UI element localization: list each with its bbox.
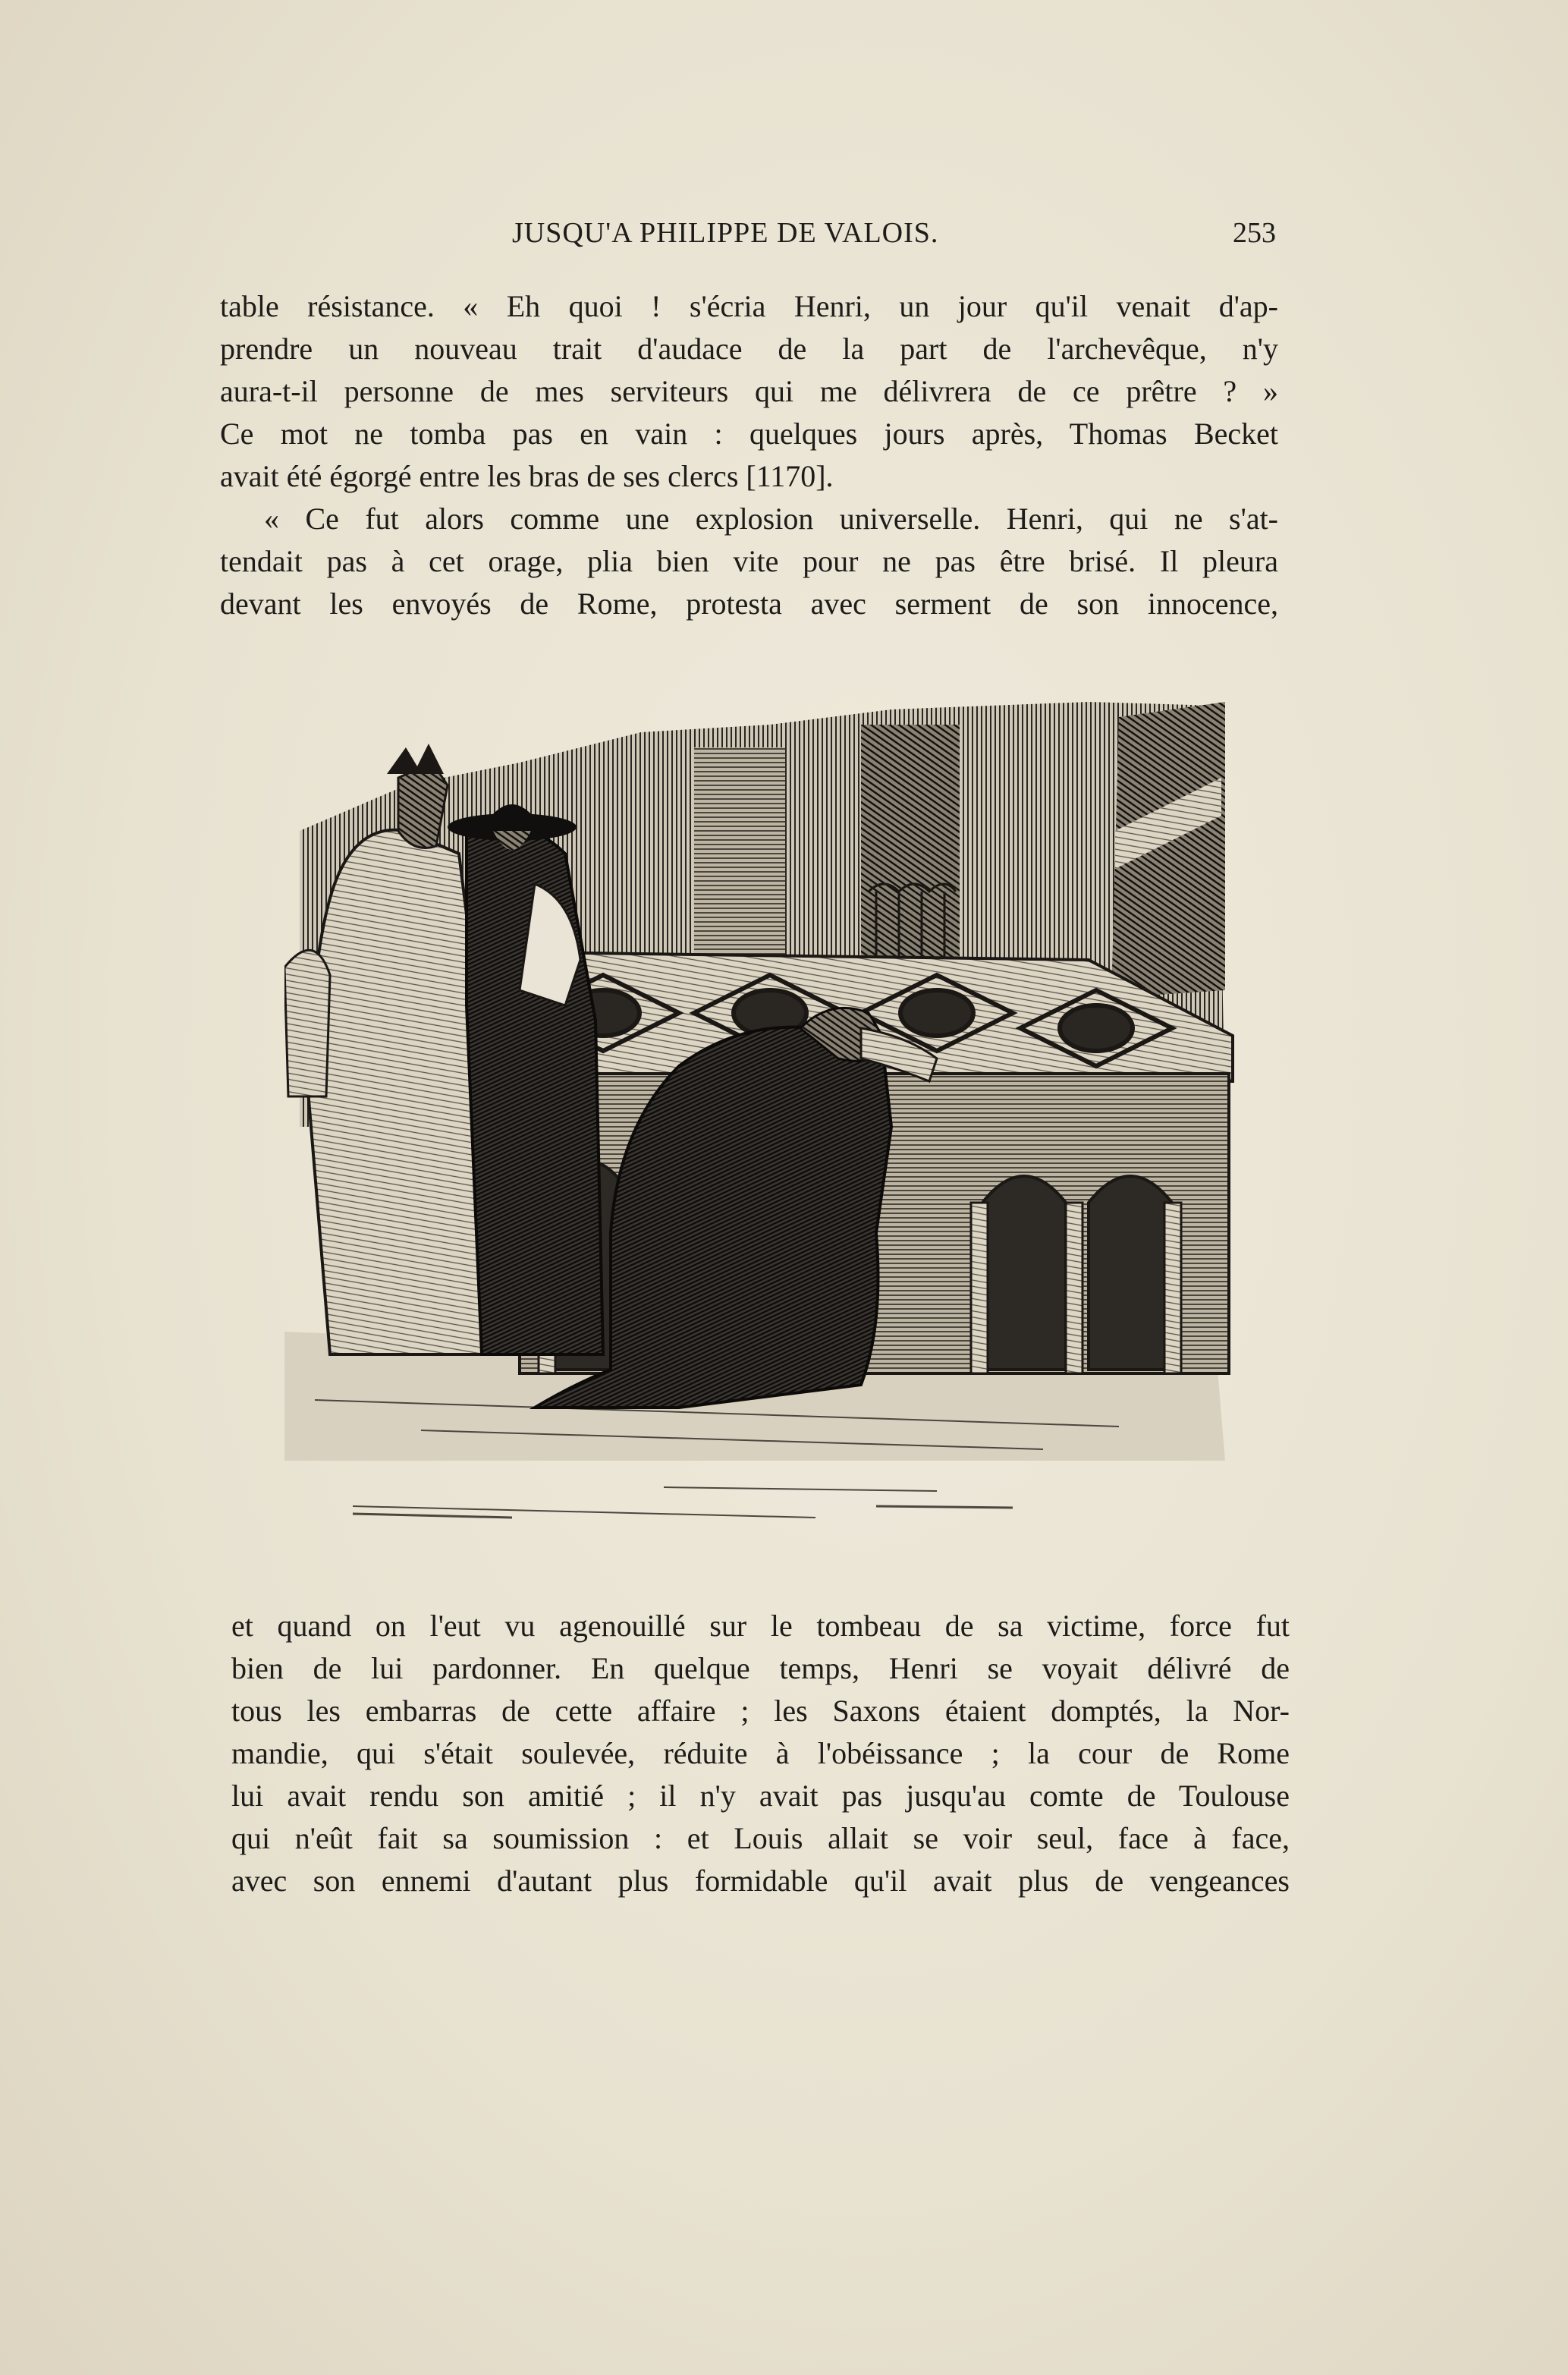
text-line: tous les embarras de cette affaire ; les Saxons étaient domptés, la Nor- bbox=[231, 1694, 1290, 1728]
top-paragraph bbox=[220, 285, 1278, 625]
text-line: table résistance. « Eh quoi ! s'écria Henri, un jour qu'il venait d'ap- bbox=[220, 289, 1278, 323]
engraving-svg bbox=[284, 702, 1236, 1525]
running-title: JUSQU'A PHILIPPE DE VALOIS. bbox=[512, 217, 939, 249]
text-line: lui avait rendu son amitié ; il n'y avait pas jusqu'au comte de Toulouse bbox=[231, 1779, 1290, 1813]
running-head bbox=[228, 216, 1282, 262]
text-line: avait été égorgé entre les bras de ses clercs [1170]. bbox=[220, 459, 834, 493]
text-line: et quand on l'eut vu agenouillé sur le tombeau de sa victime, force fut bbox=[231, 1609, 1290, 1643]
text-line: Ce mot ne tomba pas en vain : quelques jours après, Thomas Becket bbox=[220, 417, 1278, 451]
text-line: mandie, qui s'était soulevée, réduite à l'obéissance ; la cour de Rome bbox=[231, 1736, 1290, 1770]
text-line: tendait pas à cet orage, plia bien vite pour ne pas être brisé. Il pleura bbox=[220, 544, 1278, 578]
text-line: avec son ennemi d'autant plus formidable qu'il avait plus de vengeances bbox=[231, 1864, 1290, 1898]
page-number: 253 bbox=[1233, 217, 1276, 249]
text-line: aura-t-il personne de mes serviteurs qui me délivrera de ce prêtre ? » bbox=[220, 374, 1278, 408]
text-line: « Ce fut alors comme une explosion universelle. Henri, qui ne s'at- bbox=[264, 502, 1278, 536]
engraving-illustration bbox=[284, 702, 1236, 1525]
text-line: devant les envoyés de Rome, protesta avec serment de son innocence, bbox=[220, 587, 1278, 621]
text-line: prendre un nouveau trait d'audace de la part de l'archevêque, n'y bbox=[220, 332, 1278, 366]
text-line: bien de lui pardonner. En quelque temps, Henri se voyait délivré de bbox=[231, 1651, 1290, 1685]
bottom-paragraph bbox=[231, 1605, 1290, 1902]
text-line: qui n'eût fait sa soumission : et Louis allait se voir seul, face à face, bbox=[231, 1821, 1290, 1855]
